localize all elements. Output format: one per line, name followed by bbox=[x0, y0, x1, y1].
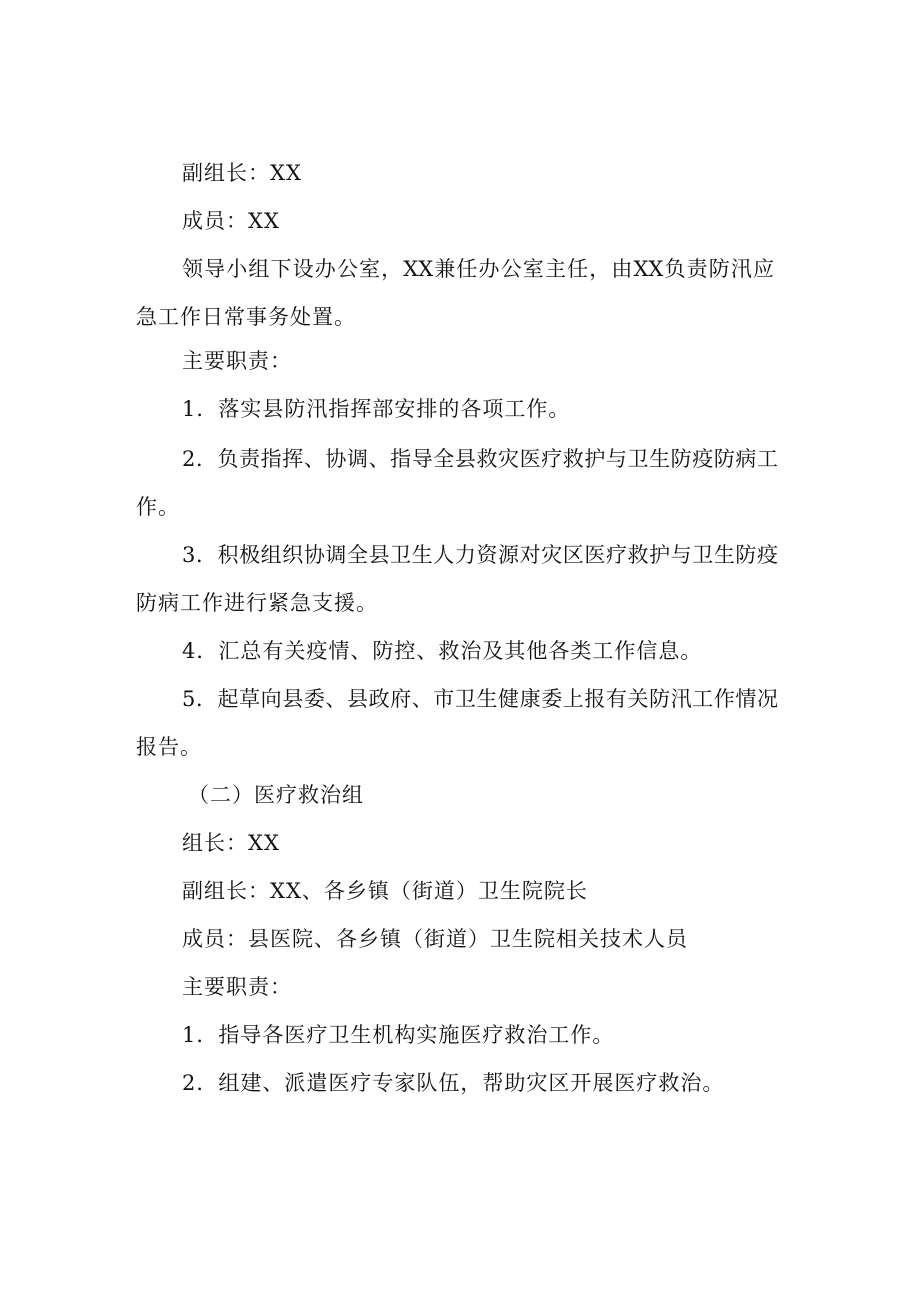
members-line-2: 成员：县医院、各乡镇（街道）卫生院相关技术人员 bbox=[182, 927, 688, 951]
office-paragraph-line-1: 领导小组下设办公室，XX兼任办公室主任，由XX负责防汛应 bbox=[182, 257, 774, 281]
section-heading-medical-treatment: （二）医疗救治组 bbox=[188, 783, 364, 807]
duty-item-3-line-2: 防病工作进行紧急支援。 bbox=[136, 591, 378, 615]
deputy-leader-line: 副组长：XX bbox=[182, 161, 302, 185]
duty-item-2-medical: 2．组建、派遣医疗专家队伍，帮助灾区开展医疗救治。 bbox=[182, 1071, 725, 1095]
duty-item-2-line-2: 作。 bbox=[136, 495, 180, 519]
main-duties-heading-2: 主要职责： bbox=[182, 975, 292, 999]
leader-line: 组长：XX bbox=[182, 831, 280, 855]
duty-item-1: 1．落实县防汛指挥部安排的各项工作。 bbox=[182, 397, 571, 421]
duty-item-1-medical: 1．指导各医疗卫生机构实施医疗救治工作。 bbox=[182, 1023, 615, 1047]
main-duties-heading: 主要职责： bbox=[182, 349, 292, 373]
duty-item-4: 4．汇总有关疫情、防控、救治及其他各类工作信息。 bbox=[182, 639, 703, 663]
office-paragraph-line-2: 急工作日常事务处置。 bbox=[136, 305, 356, 329]
duty-item-3-line-1: 3．积极组织协调全县卫生人力资源对灾区医疗救护与卫生防疫 bbox=[182, 543, 778, 567]
duty-item-2-line-1: 2．负责指挥、协调、指导全县救灾医疗救护与卫生防疫防病工 bbox=[182, 447, 778, 471]
deputy-leader-line-2: 副组长：XX、各乡镇（街道）卫生院院长 bbox=[182, 879, 588, 903]
duty-item-5-line-2: 报告。 bbox=[136, 735, 202, 759]
duty-item-5-line-1: 5．起草向县委、县政府、市卫生健康委上报有关防汛工作情况 bbox=[182, 687, 778, 711]
members-line: 成员：XX bbox=[182, 209, 280, 233]
